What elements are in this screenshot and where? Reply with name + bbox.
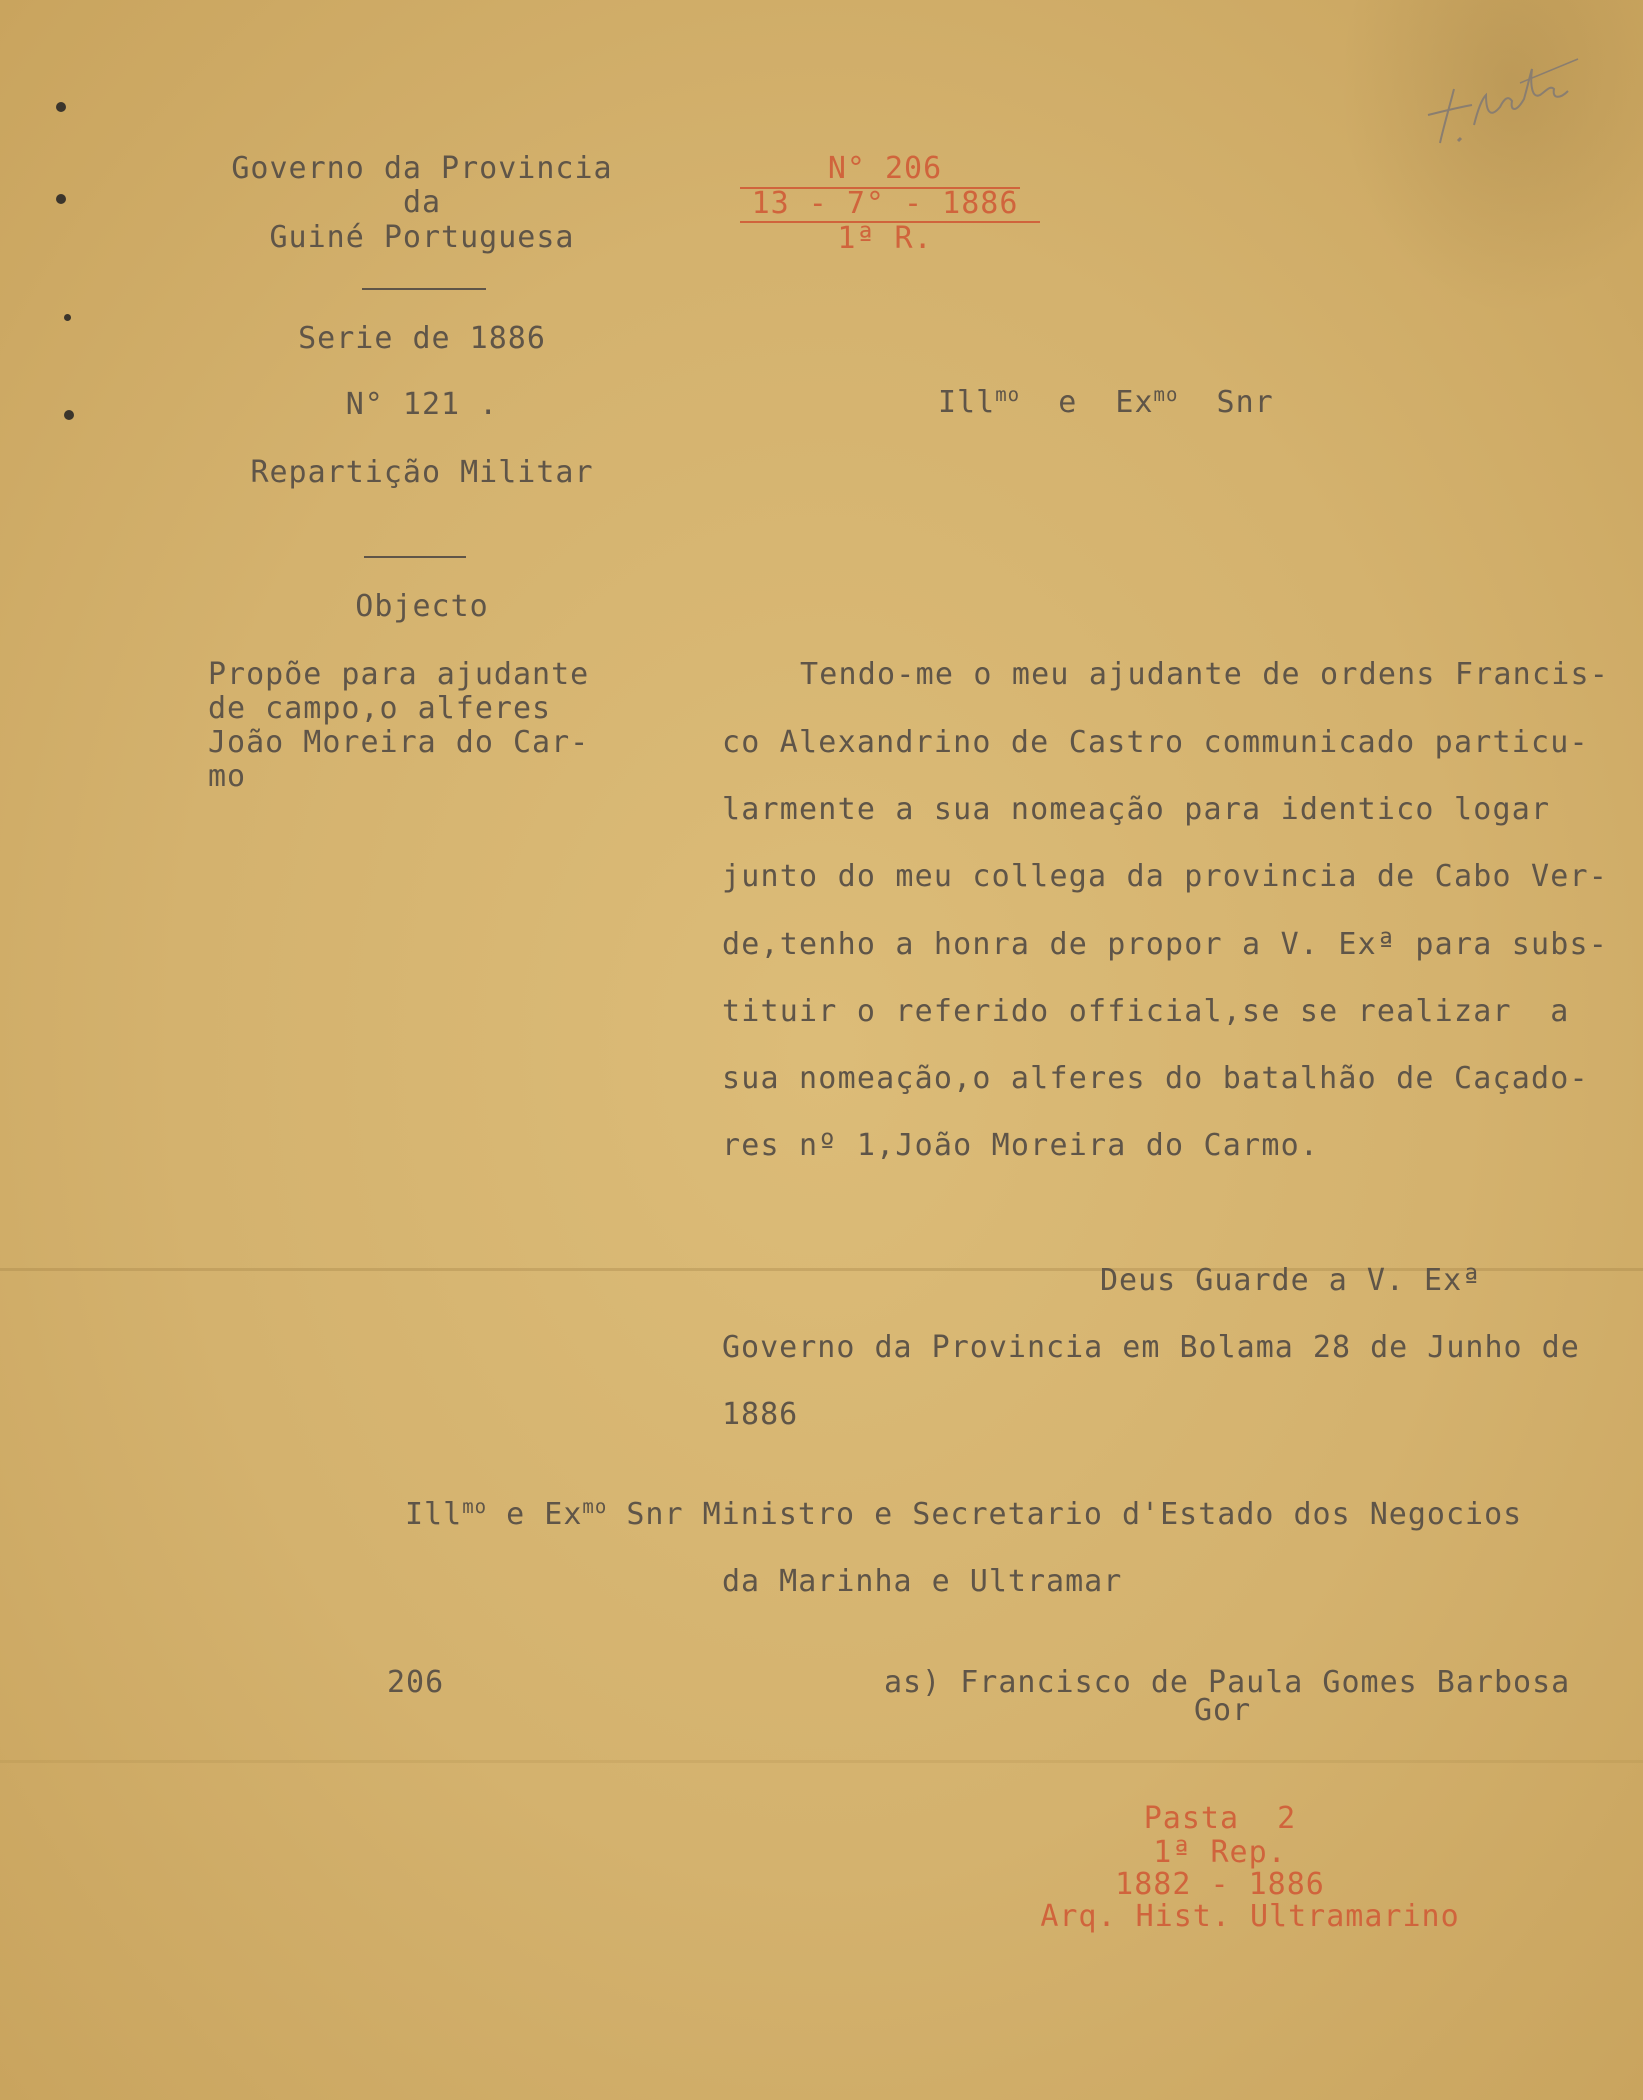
closing-year: 1886 bbox=[722, 1397, 799, 1432]
addressee-text: Snr Ministro e Secretario d'Estado dos Negocios bbox=[626, 1497, 1523, 1532]
body-line: co Alexandrino de Castro communicado particu- bbox=[722, 725, 1589, 760]
body-line: Tendo-me o meu ajudante de ordens Francis- bbox=[800, 657, 1609, 692]
divider bbox=[364, 556, 466, 558]
addressee-ill: Ill bbox=[405, 1497, 463, 1532]
archive-stamp-line-4: Arq. Hist. Ultramarino bbox=[1040, 1899, 1460, 1934]
salutation bbox=[938, 386, 1274, 420]
superscript: mo bbox=[1153, 384, 1179, 406]
body-line: res nº 1,João Moreira do Carmo. bbox=[722, 1128, 1320, 1163]
body-line: tituir o referido official,se se realizar a bbox=[722, 994, 1570, 1029]
salutation-ex: Ex bbox=[1115, 385, 1154, 420]
document-number: N° 121 . bbox=[345, 387, 499, 422]
footer-title: Gor bbox=[1194, 1693, 1252, 1728]
addressee-e: e bbox=[506, 1497, 526, 1532]
punch-hole bbox=[56, 194, 66, 204]
salutation-ill: Ill bbox=[938, 385, 996, 420]
footer-number: 206 bbox=[387, 1665, 445, 1700]
stamp-date: 13 - 7° - 1886 bbox=[751, 186, 1019, 221]
punch-hole bbox=[64, 410, 74, 420]
superscript: mo bbox=[462, 1496, 488, 1518]
reparticao: Repartição Militar bbox=[250, 455, 594, 490]
closing-place-date: Governo da Provincia em Bolama 28 de Junho de bbox=[722, 1330, 1580, 1365]
handwritten-initials bbox=[1420, 55, 1580, 155]
header-line-3: Guiné Portuguesa bbox=[269, 220, 575, 255]
objecto-label: Objecto bbox=[355, 589, 489, 624]
stamp-number: N° 206 bbox=[827, 151, 943, 186]
divider bbox=[362, 288, 486, 290]
punch-hole bbox=[64, 314, 71, 321]
header-line-1: Governo da Provincia bbox=[231, 151, 613, 186]
archive-stamp-line-2: 1ª Rep. bbox=[1153, 1835, 1287, 1870]
punch-hole bbox=[56, 102, 66, 112]
objecto-line: Propõe para ajudante bbox=[208, 657, 590, 692]
superscript: mo bbox=[995, 384, 1021, 406]
serie: Serie de 1886 bbox=[298, 321, 546, 356]
addressee-line-1 bbox=[405, 1498, 1522, 1532]
archive-stamp-line-3: 1882 - 1886 bbox=[1115, 1867, 1325, 1902]
body-line: sua nomeação,o alferes do batalhão de Caçado- bbox=[722, 1061, 1589, 1096]
closing-deus-guarde: Deus Guarde a V. Exª bbox=[1100, 1263, 1482, 1298]
addressee-line-2: da Marinha e Ultramar bbox=[722, 1564, 1123, 1599]
salutation-snr: Snr bbox=[1216, 385, 1274, 420]
body-line: junto do meu collega da provincia de Cabo Ver- bbox=[722, 859, 1609, 894]
objecto-line: João Moreira do Car- bbox=[208, 725, 590, 760]
footer-signed: as) Francisco de Paula Gomes Barbosa bbox=[884, 1665, 1571, 1700]
objecto-line: de campo,o alferes bbox=[208, 691, 552, 726]
body-line: de,tenho a honra de propor a V. Exª para subs- bbox=[722, 927, 1609, 962]
addressee-ex: Ex bbox=[544, 1497, 583, 1532]
paper-fold bbox=[0, 1760, 1643, 1763]
header-line-2: da bbox=[402, 185, 442, 220]
stamp-rep: 1ª R. bbox=[837, 221, 933, 256]
superscript: mo bbox=[582, 1496, 608, 1518]
body-line: larmente a sua nomeação para identico logar bbox=[722, 792, 1551, 827]
archive-stamp-line-1: Pasta 2 bbox=[1143, 1801, 1297, 1836]
salutation-e: e bbox=[1058, 385, 1078, 420]
objecto-line: mo bbox=[208, 759, 247, 794]
